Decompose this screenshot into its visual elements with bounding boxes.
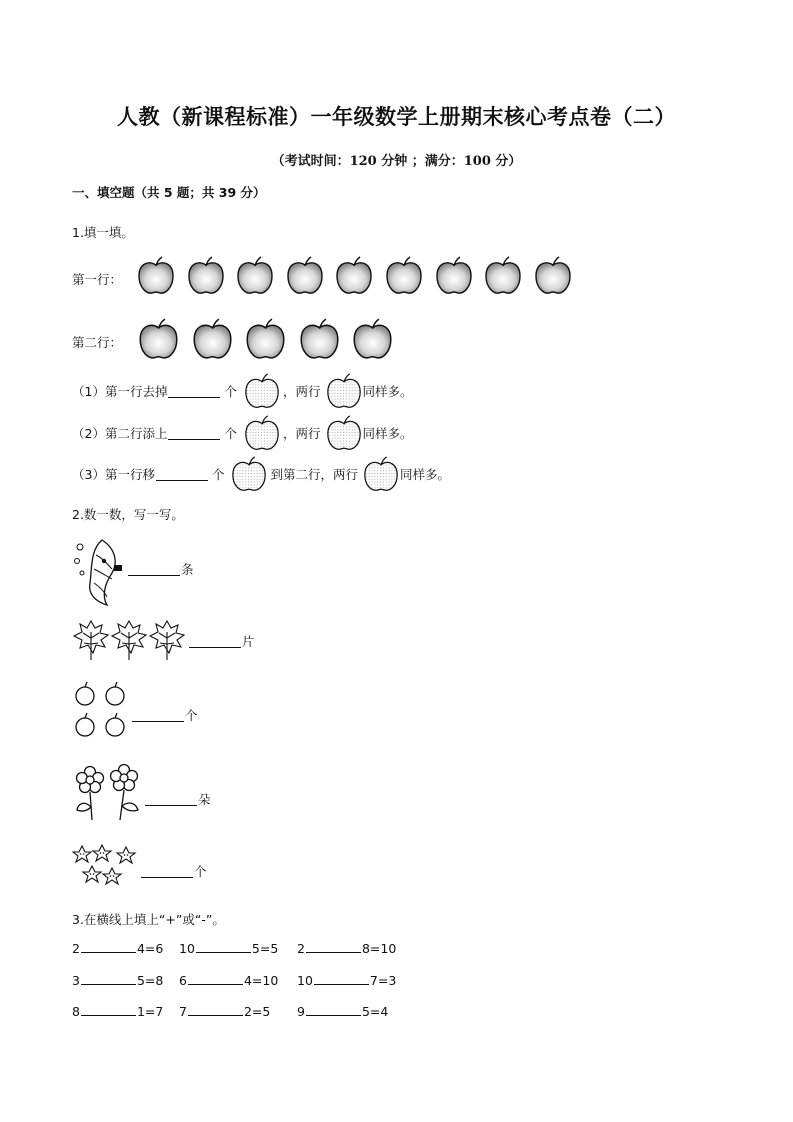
exam-info: （考试时间：120 分钟 ；满分：100 分） bbox=[271, 154, 522, 169]
star-icon bbox=[72, 842, 140, 892]
apple-icon bbox=[244, 318, 287, 361]
apple-icon bbox=[384, 256, 424, 296]
question-2-heading: 2.数一数，写一写。 bbox=[72, 507, 184, 522]
apple-icon bbox=[325, 414, 363, 452]
sub-question-3 bbox=[72, 455, 450, 493]
apple-icon bbox=[298, 318, 341, 361]
equation bbox=[297, 940, 396, 956]
unit-label: 个 bbox=[194, 864, 207, 879]
eq-left: 2 bbox=[72, 941, 80, 956]
sub-question-1 bbox=[72, 372, 413, 410]
eq-right: 2=5 bbox=[243, 1004, 271, 1019]
eq-right: 1=7 bbox=[136, 1004, 164, 1019]
question-1-heading: 1.填一填。 bbox=[72, 225, 134, 240]
eq-right: 4=6 bbox=[136, 941, 164, 956]
equation bbox=[179, 1003, 270, 1019]
flower-icon bbox=[72, 762, 144, 824]
row1-label: 第一行： bbox=[72, 272, 123, 287]
equation bbox=[297, 972, 396, 988]
sub3-prefix: （3）第一行移 bbox=[72, 467, 155, 482]
operator-blank[interactable] bbox=[314, 972, 369, 985]
operator-blank[interactable] bbox=[306, 1003, 361, 1016]
apple-icon bbox=[243, 414, 281, 452]
answer-blank[interactable] bbox=[128, 563, 180, 576]
answer-blank[interactable] bbox=[156, 468, 208, 481]
eq-left: 2 bbox=[297, 941, 305, 956]
apple-icon bbox=[235, 256, 275, 296]
apple-icon bbox=[434, 256, 474, 296]
apple-icon bbox=[483, 256, 523, 296]
apple-icon bbox=[191, 318, 234, 361]
eq-right: 5=4 bbox=[361, 1004, 389, 1019]
sub3-middle: 到第二行，两行 bbox=[270, 467, 358, 482]
eq-right: 8=10 bbox=[361, 941, 397, 956]
eq-left: 10 bbox=[179, 941, 195, 956]
unit-label: 个 bbox=[211, 467, 225, 482]
operator-blank[interactable] bbox=[196, 940, 251, 953]
equation bbox=[72, 1003, 163, 1019]
eq-right: 7=3 bbox=[369, 973, 397, 988]
unit-label: 个 bbox=[224, 426, 237, 441]
eq-left: 3 bbox=[72, 973, 80, 988]
unit-label: 个 bbox=[224, 384, 237, 399]
row2-apples bbox=[137, 318, 405, 365]
operator-blank[interactable] bbox=[188, 972, 243, 985]
eq-left: 9 bbox=[297, 1004, 305, 1019]
eq-left: 8 bbox=[72, 1004, 80, 1019]
section-heading: 一、填空题（共 5 题；共 39 分） bbox=[72, 185, 266, 200]
count-row-leaves bbox=[188, 632, 255, 650]
unit-label: 条 bbox=[181, 562, 194, 577]
sub1-middle: ，两行 bbox=[282, 384, 321, 399]
operator-blank[interactable] bbox=[81, 940, 136, 953]
equation bbox=[72, 940, 163, 956]
apple-icon bbox=[362, 455, 400, 493]
equation bbox=[72, 972, 163, 988]
eq-left: 10 bbox=[297, 973, 313, 988]
sub2-prefix: （2）第二行添上 bbox=[72, 426, 168, 441]
apple-icon bbox=[230, 455, 268, 493]
eq-right: 5=5 bbox=[251, 941, 279, 956]
eq-right: 5=8 bbox=[136, 973, 164, 988]
equation bbox=[179, 940, 278, 956]
unit-label: 个 bbox=[185, 708, 198, 723]
answer-blank[interactable] bbox=[168, 385, 220, 398]
eq-right: 4=10 bbox=[243, 973, 279, 988]
row1-apples bbox=[136, 256, 582, 300]
eq-left: 6 bbox=[179, 973, 187, 988]
question-3-heading: 3.在横线上填上“+”或“-”。 bbox=[72, 912, 225, 927]
leaf-icon bbox=[72, 618, 188, 662]
apple-icon bbox=[334, 256, 374, 296]
count-row-flowers bbox=[144, 790, 211, 808]
row2-label: 第二行： bbox=[72, 335, 123, 350]
apple-icon bbox=[186, 256, 226, 296]
operator-blank[interactable] bbox=[188, 1003, 243, 1016]
fish-icon bbox=[72, 535, 126, 607]
operator-blank[interactable] bbox=[81, 1003, 136, 1016]
count-row-apples bbox=[131, 706, 198, 724]
apple-icon bbox=[325, 372, 363, 410]
count-row-stars bbox=[140, 862, 207, 880]
sub1-prefix: （1）第一行去掉 bbox=[72, 384, 168, 399]
equation bbox=[179, 972, 278, 988]
apple-icon bbox=[285, 256, 325, 296]
apple-icon bbox=[243, 372, 281, 410]
apple-icon bbox=[533, 256, 573, 296]
sub1-suffix: 同样多。 bbox=[362, 384, 413, 399]
answer-blank[interactable] bbox=[189, 635, 241, 648]
sub2-middle: ，两行 bbox=[282, 426, 321, 441]
sub3-suffix: 同样多。 bbox=[400, 467, 451, 482]
answer-blank[interactable] bbox=[141, 865, 193, 878]
page-title: 人教（新课程标准）一年级数学上册期末核心考点卷（二） bbox=[117, 104, 676, 129]
answer-blank[interactable] bbox=[168, 427, 220, 440]
apple-icon bbox=[351, 318, 394, 361]
apple-icon bbox=[137, 318, 180, 361]
answer-blank[interactable] bbox=[132, 709, 184, 722]
operator-blank[interactable] bbox=[306, 940, 361, 953]
unit-label: 片 bbox=[242, 634, 255, 649]
sub-question-2 bbox=[72, 414, 413, 452]
equation bbox=[297, 1003, 388, 1019]
unit-label: 朵 bbox=[198, 792, 211, 807]
eq-left: 7 bbox=[179, 1004, 187, 1019]
sub2-suffix: 同样多。 bbox=[362, 426, 413, 441]
operator-blank[interactable] bbox=[81, 972, 136, 985]
apple-icon bbox=[72, 679, 130, 743]
answer-blank[interactable] bbox=[145, 793, 197, 806]
count-row-fish bbox=[127, 560, 194, 578]
apple-icon bbox=[136, 256, 176, 296]
